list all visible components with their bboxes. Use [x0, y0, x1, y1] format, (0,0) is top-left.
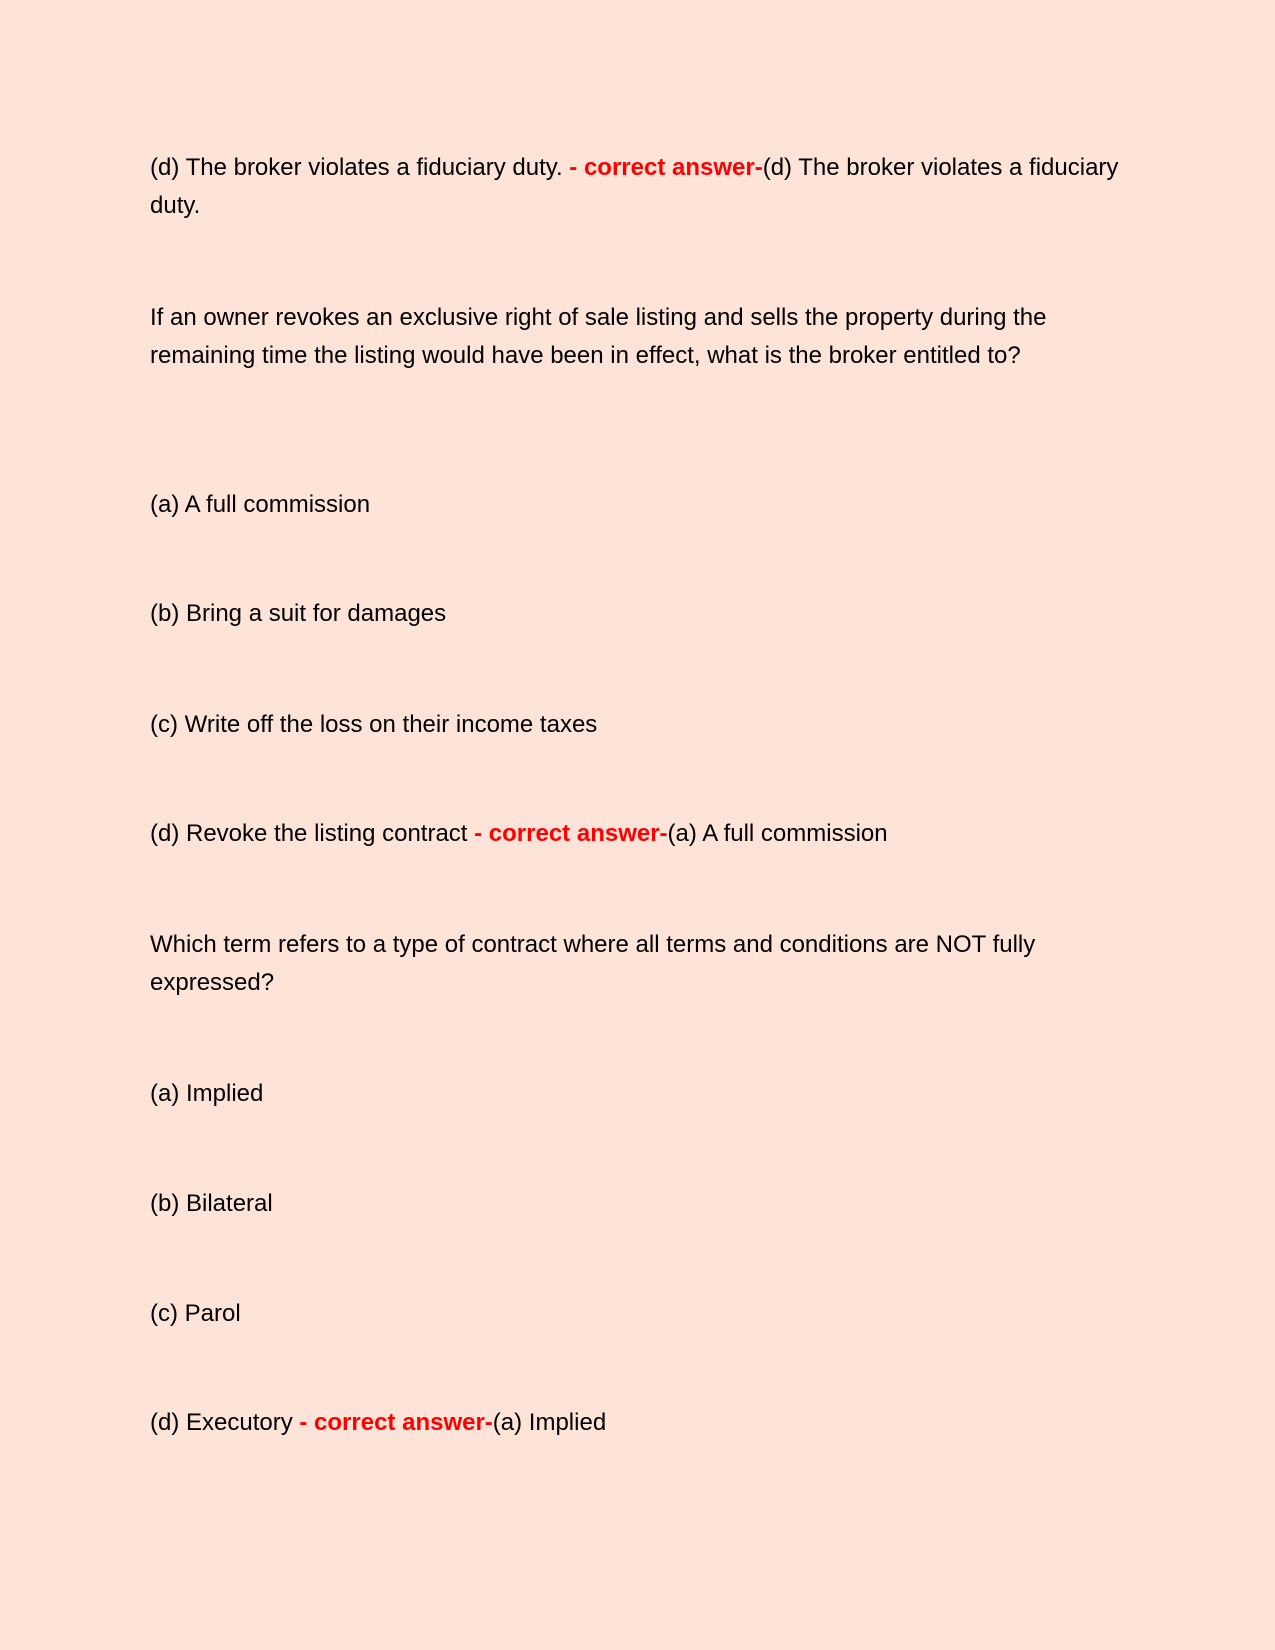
option-c: (c) Parol [150, 1300, 241, 1327]
answer-paragraph [150, 149, 1120, 225]
correct-answer: (a) Implied [492, 1409, 607, 1436]
correct-answer: (d) The broker violates a fiduciary duty. [150, 154, 1119, 219]
correct-answer: (a) A full commission [667, 820, 888, 847]
correct-answer-label: - correct answer- [299, 1409, 493, 1436]
option-text: (d) Executory [150, 1409, 300, 1436]
option-a: (a) A full commission [150, 491, 371, 518]
option-c: (c) Write off the loss on their income taxes [150, 711, 598, 738]
correct-answer-label: - correct answer- [569, 154, 763, 181]
option-text: (d) Revoke the listing contract [150, 820, 475, 847]
option-b: (b) Bring a suit for damages [150, 600, 447, 627]
answer-paragraph [150, 1404, 1120, 1442]
correct-answer-label: - correct answer- [474, 820, 668, 847]
option-b: (b) Bilateral [150, 1190, 273, 1217]
question-text: Which term refers to a type of contract where all terms and conditions are NOT fully expressed? [150, 931, 1036, 996]
question-text: If an owner revokes an exclusive right of sale listing and sells the property during the remaining time the listing would have been in effect, what is the broker entitled to? [150, 304, 1047, 369]
answer-paragraph [150, 815, 1120, 853]
option-a: (a) Implied [150, 1080, 264, 1107]
option-text: (d) The broker violates a fiduciary duty. [150, 154, 570, 181]
